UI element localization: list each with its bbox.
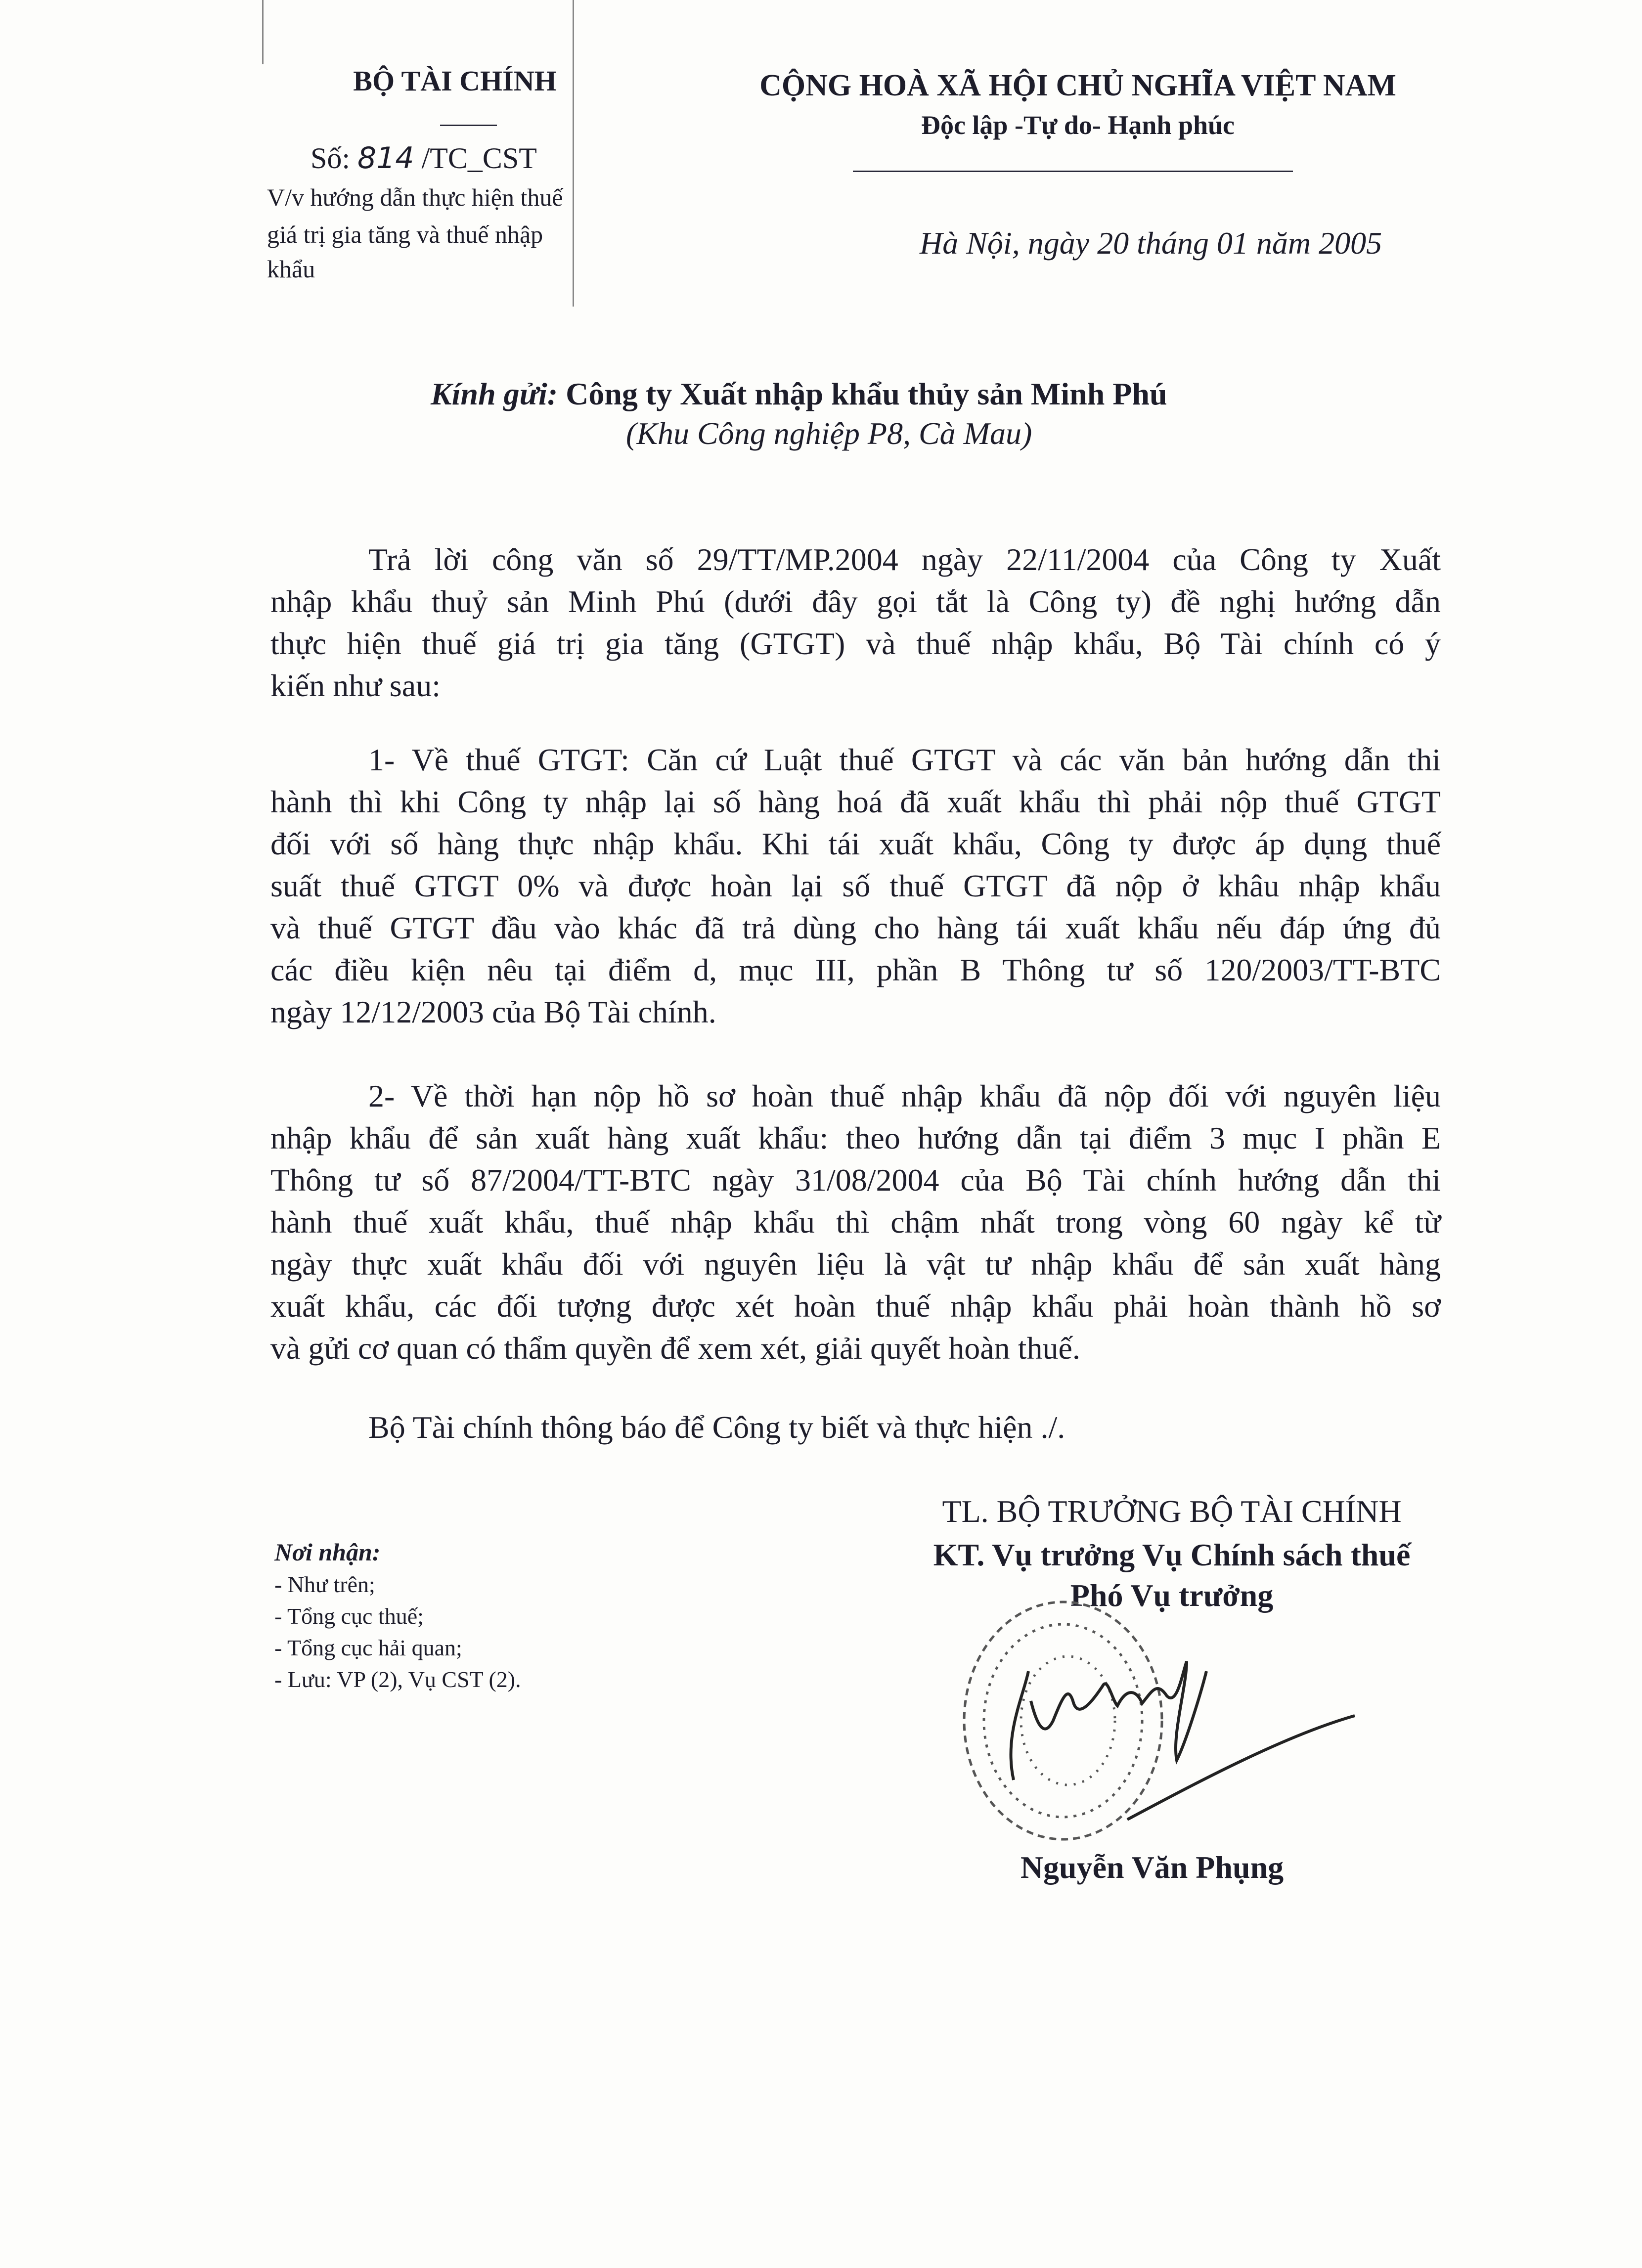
subject-line: giá trị gia tăng và thuế nhập xyxy=(267,221,543,248)
paragraph-line: thực hiện thuế giá trị gia tăng (GTGT) và thuế nhập khẩu, Bộ Tài chính có ý xyxy=(270,626,1441,661)
recipient-item: - Tổng cục hải quan; xyxy=(274,1635,462,1660)
paragraph-line: và gửi cơ quan có thẩm quyền để xem xét, giải quyết hoàn thuế. xyxy=(270,1331,1080,1366)
paragraph-line: các điều kiện nêu tại điểm d, mục III, phần B Thông tư số 120/2003/TT-BTC xyxy=(270,952,1441,987)
doc-number-suffix: /TC_CST xyxy=(421,142,537,175)
recipient-line xyxy=(431,376,1167,412)
doc-number-handwritten: 814 xyxy=(357,141,414,176)
paragraph-line: nhập khẩu thuỷ sản Minh Phú (dưới đây gọi tắt là Công ty) đề nghị hướng dẫn xyxy=(270,584,1441,619)
national-motto: Độc lập -Tự do- Hạnh phúc xyxy=(921,110,1235,140)
paragraph-line: 2- Về thời hạn nộp hồ sơ hoàn thuế nhập khẩu đã nộp đối với nguyên liệu xyxy=(368,1078,1441,1113)
signature-title-2: KT. Vụ trưởng Vụ Chính sách thuế xyxy=(933,1537,1411,1572)
signature-title-1: TL. BỘ TRƯỞNG BỘ TÀI CHÍNH xyxy=(942,1494,1402,1529)
doc-number-label: Số: xyxy=(311,142,351,175)
closing-line: Bộ Tài chính thông báo để Công ty biết và thực hiện ./. xyxy=(368,1410,1065,1445)
recipients-title: Nơi nhận: xyxy=(274,1538,381,1566)
paragraph-line: Trả lời công văn số 29/TT/MP.2004 ngày 22/11/2004 của Công ty Xuất xyxy=(368,542,1441,577)
signer-name: Nguyễn Văn Phụng xyxy=(1020,1850,1284,1885)
recipient-item: - Như trên; xyxy=(274,1572,375,1597)
motto-underline xyxy=(853,171,1293,172)
recipient-item: - Lưu: VP (2), Vụ CST (2). xyxy=(274,1667,521,1692)
recipient-name: Công ty Xuất nhập khẩu thủy sản Minh Phú xyxy=(566,376,1167,411)
official-seal-and-signature xyxy=(930,1572,1473,1879)
ministry-underline xyxy=(440,125,497,126)
ministry-name: BỘ TÀI CHÍNH xyxy=(353,65,557,97)
scan-artifact-line xyxy=(262,0,264,64)
paragraph-line: và thuế GTGT đầu vào khác đã trả dùng cho hàng tái xuất khẩu nếu đáp ứng đủ xyxy=(270,910,1441,945)
country-name: CỘNG HOÀ XÃ HỘI CHỦ NGHĨA VIỆT NAM xyxy=(759,69,1396,102)
document-number xyxy=(311,141,537,176)
seal-icon xyxy=(964,1602,1162,1839)
recipient-address: (Khu Công nghiệp P8, Cà Mau) xyxy=(626,416,1032,451)
paragraph-line: đối với số hàng thực nhập khẩu. Khi tái xuất khẩu, Công ty được áp dụng thuế xyxy=(270,826,1441,861)
recipient-label: Kính gửi: xyxy=(431,376,558,411)
signature-title-3: Phó Vụ trưởng xyxy=(1070,1578,1274,1613)
paragraph-line: hành thuế xuất khẩu, thuế nhập khẩu thì chậm nhất trong vòng 60 ngày kể từ xyxy=(270,1204,1441,1240)
paragraph-line: ngày thực xuất khẩu đối với nguyên liệu là vật tư nhập khẩu để sản xuất hàng xyxy=(270,1246,1441,1282)
subject-line: khẩu xyxy=(267,255,315,283)
paragraph-line: nhập khẩu để sản xuất hàng xuất khẩu: theo hướng dẫn tại điểm 3 mục I phần E xyxy=(270,1120,1441,1156)
paragraph-line: xuất khẩu, các đối tượng được xét hoàn thuế nhập khẩu phải hoàn thành hồ sơ xyxy=(270,1289,1441,1324)
paragraph-line: Thông tư số 87/2004/TT-BTC ngày 31/08/2004 của Bộ Tài chính hướng dẫn thi xyxy=(270,1162,1441,1198)
paragraph-line: ngày 12/12/2003 của Bộ Tài chính. xyxy=(270,994,716,1029)
recipient-item: - Tổng cục thuế; xyxy=(274,1603,424,1629)
paragraph-line: 1- Về thuế GTGT: Căn cứ Luật thuế GTGT và các văn bản hướng dẫn thi xyxy=(368,742,1441,777)
document-date: Hà Nội, ngày 20 tháng 01 năm 2005 xyxy=(920,225,1382,261)
paragraph-line: hành thì khi Công ty nhập lại số hàng hoá đã xuất khẩu thì phải nộp thuế GTGT xyxy=(270,784,1441,819)
scan-artifact-line xyxy=(573,0,574,307)
paragraph-line: kiến như sau: xyxy=(270,668,441,703)
subject-line: V/v hướng dẫn thực hiện thuế xyxy=(267,183,563,211)
paragraph-line: suất thuế GTGT 0% và được hoàn lại số thuế GTGT đã nộp ở khâu nhập khẩu xyxy=(270,868,1441,903)
signature-icon xyxy=(1011,1661,1355,1820)
